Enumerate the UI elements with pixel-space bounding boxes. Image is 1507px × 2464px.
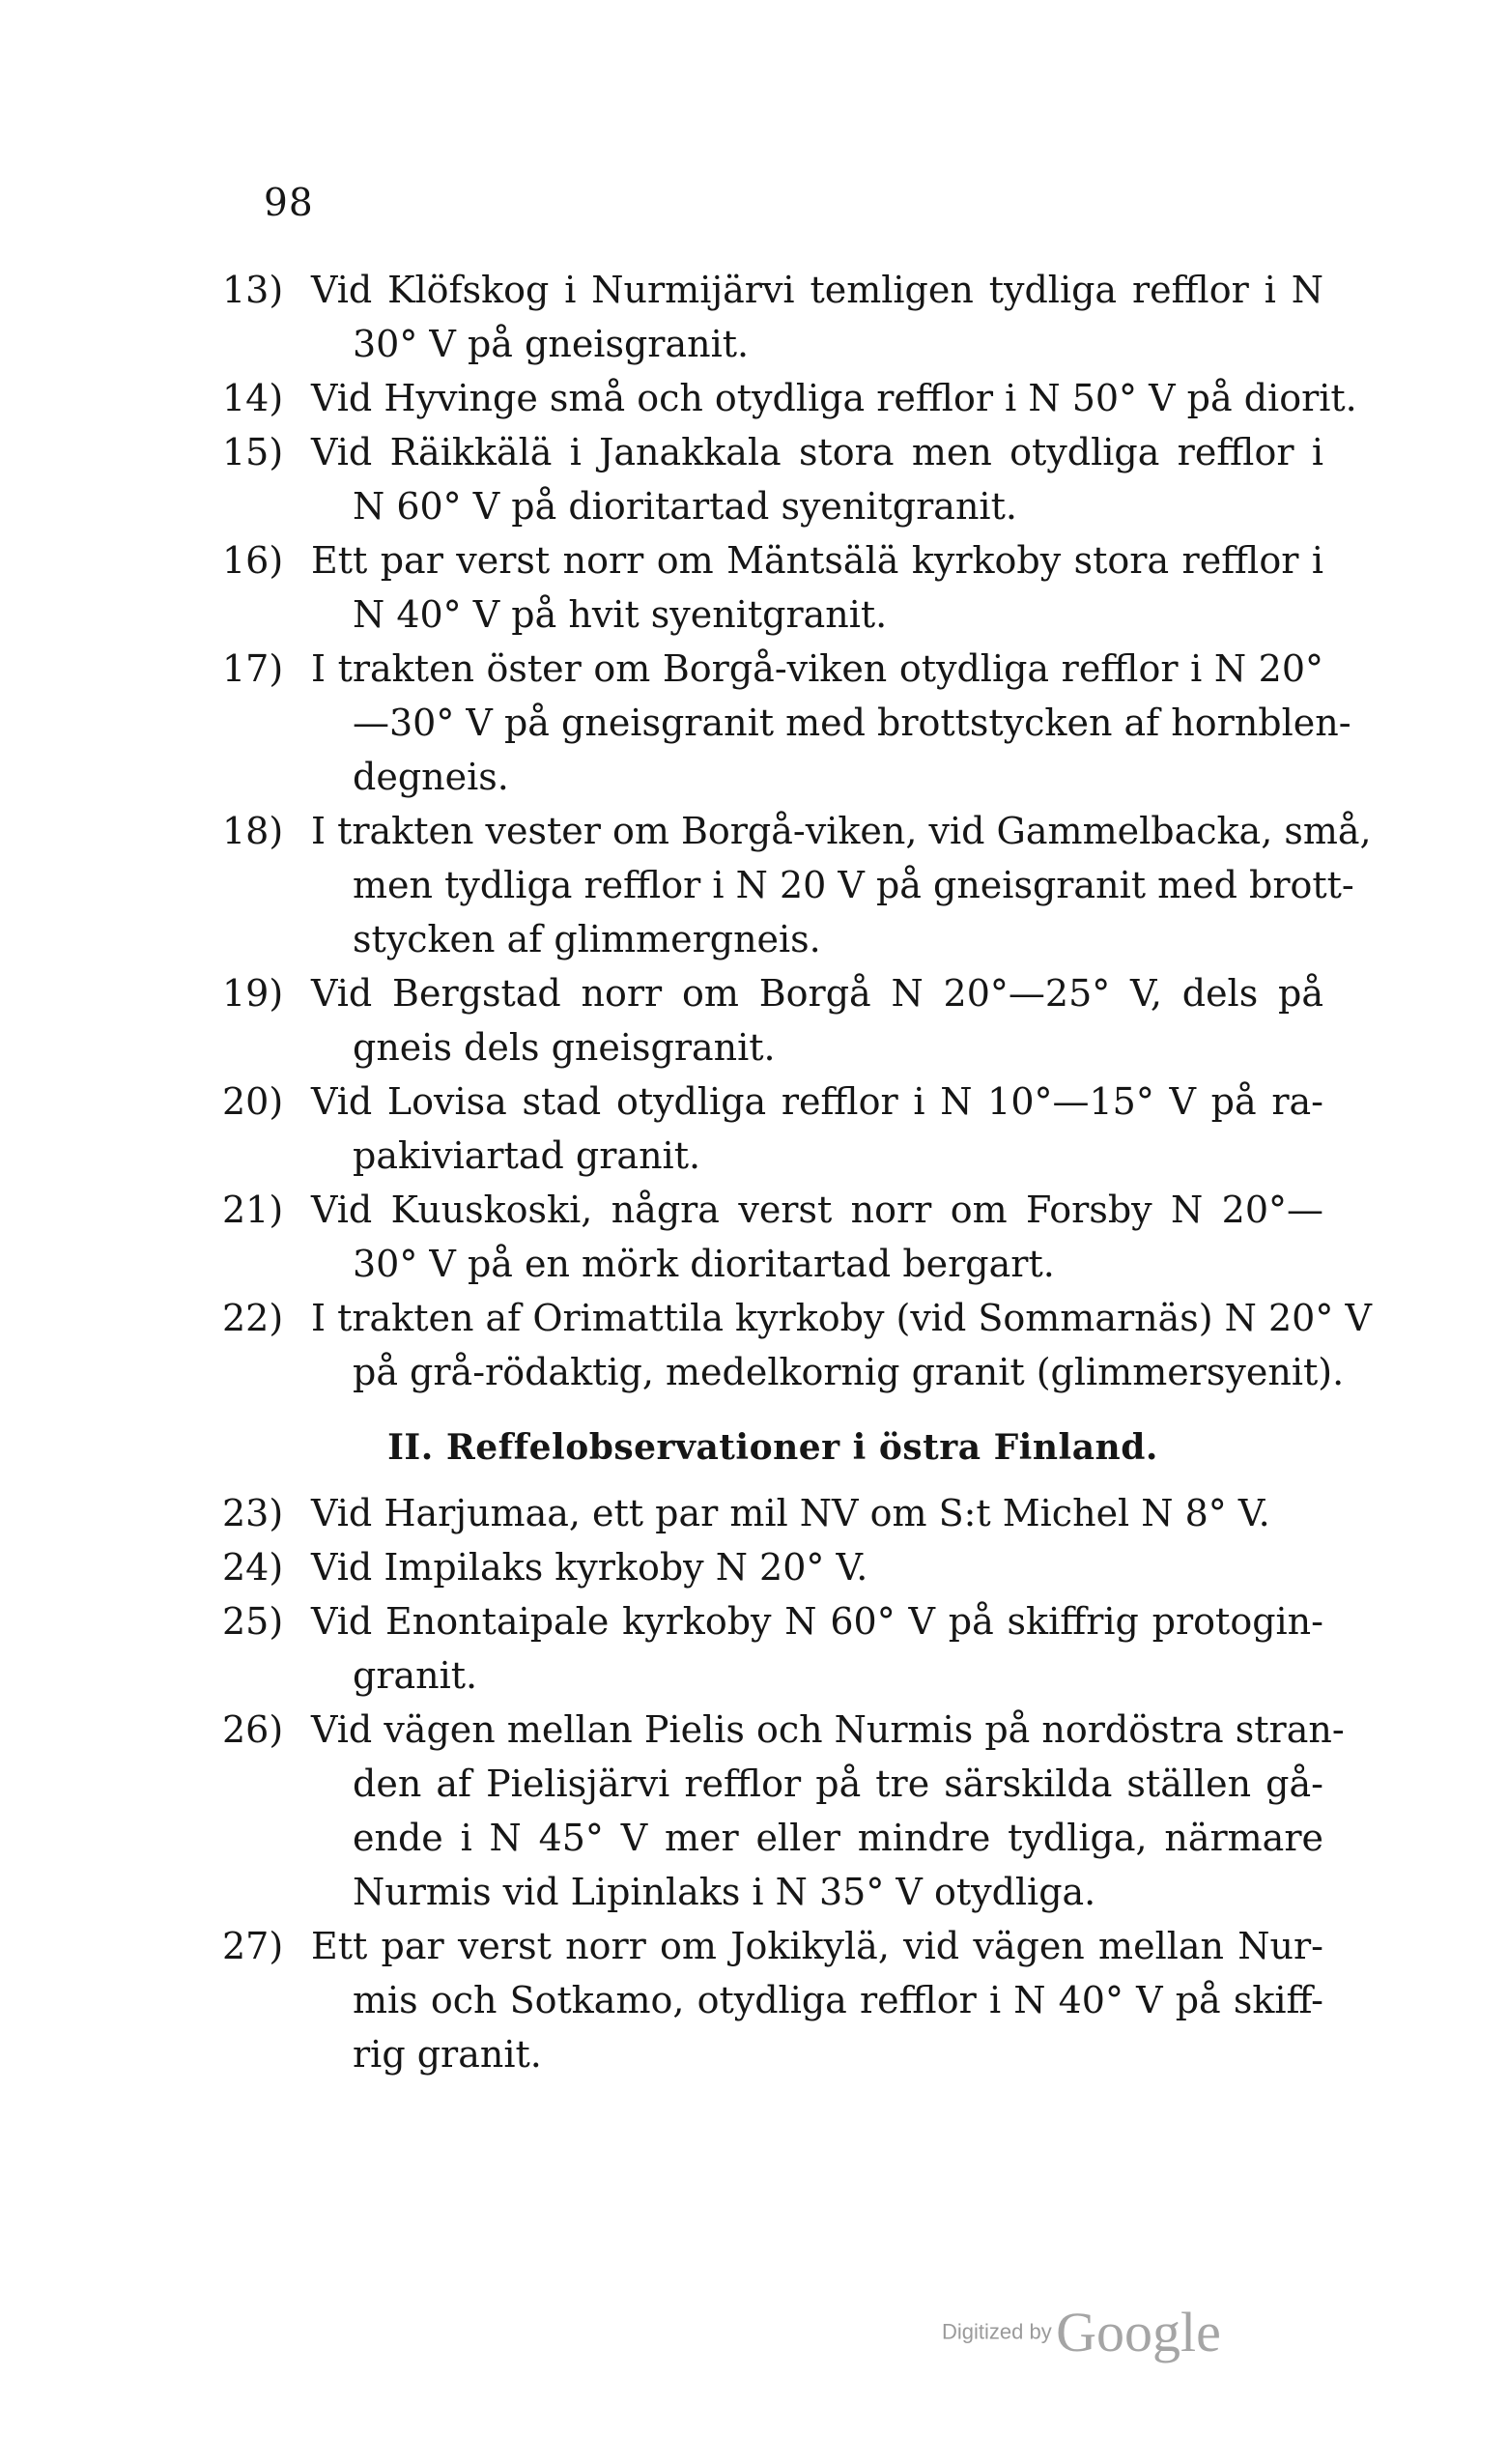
page-number: 98 <box>264 182 314 225</box>
entry-number: 15) <box>222 431 284 473</box>
entry-line: Vid Enontaipale kyrkoby N 60° V på skiffrig protogin- <box>311 1600 1323 1643</box>
entry-line: mis och Sotkamo, otydliga refflor i N 40° V på skiff- <box>353 1979 1323 2021</box>
entry-line: Ett par verst norr om Jokikylä, vid vägen mellan Nur- <box>311 1925 1323 1967</box>
entry-line: Vid Klöfskog i Nurmijärvi temligen tydliga refflor i N <box>311 269 1323 311</box>
entry-line: på grå-rödaktig, medelkornig granit (glimmersyenit). <box>353 1351 1345 1393</box>
entry-line: ende i N 45° V mer eller mindre tydliga, närmare <box>353 1817 1323 1859</box>
entry-number: 23) <box>222 1492 284 1534</box>
entry-number: 16) <box>222 539 284 582</box>
list-item <box>222 1703 1345 1919</box>
entry-number: 27) <box>222 1925 284 1967</box>
entry-line: pakiviartad granit. <box>353 1134 701 1177</box>
entry-line: Ett par verst norr om Mäntsälä kyrkoby stora refflor i <box>311 539 1323 582</box>
list-item <box>222 425 1323 533</box>
entry-line: Vid Bergstad norr om Borgå N 20°—25° V, dels på <box>311 972 1323 1015</box>
entry-line: Vid Hyvinge små och otydliga refflor i N 50° V på diorit. <box>311 377 1357 419</box>
entry-number: 13) <box>222 269 284 311</box>
entry-line: stycken af glimmergneis. <box>353 918 821 960</box>
entry-line: N 60° V på dioritartad syenitgranit. <box>353 485 1017 528</box>
list-item <box>222 1594 1323 1703</box>
list-item <box>222 642 1351 804</box>
list-item <box>222 1074 1323 1183</box>
entry-line: rig granit. <box>353 2033 542 2076</box>
entry-number: 25) <box>222 1600 284 1643</box>
entry-number: 19) <box>222 972 284 1015</box>
entry-line: Vid Kuuskoski, några verst norr om Forsby N 20°— <box>311 1189 1323 1231</box>
entry-number: 22) <box>222 1297 284 1339</box>
list-item <box>222 1919 1323 2081</box>
entry-line: men tydliga refflor i N 20 V på gneisgranit med brott- <box>353 864 1354 906</box>
list-item <box>222 966 1323 1074</box>
entry-line: Vid Harjumaa, ett par mil NV om S:t Michel N 8° V. <box>311 1492 1270 1534</box>
entries-part-1 <box>222 263 1372 1399</box>
entry-number: 21) <box>222 1189 284 1231</box>
entry-line: Vid Lovisa stad otydliga refflor i N 10°—15° V på ra- <box>311 1080 1323 1123</box>
entry-line: Vid Räikkälä i Janakkala stora men otydliga refflor i <box>311 431 1323 473</box>
entry-line: —30° V på gneisgranit med brottstycken af hornblen- <box>353 702 1351 744</box>
entry-line: I trakten öster om Borgå-viken otydliga refflor i N 20° <box>311 647 1323 690</box>
entry-line: 30° V på en mörk dioritartad bergart. <box>353 1243 1055 1285</box>
entry-line: granit. <box>353 1654 478 1697</box>
entries-list <box>222 263 1372 2081</box>
watermark-brand: Google <box>1056 2301 1221 2364</box>
entry-number: 26) <box>222 1708 284 1751</box>
entry-line: Vid vägen mellan Pielis och Nurmis på nordöstra stran- <box>311 1708 1345 1751</box>
entry-line: I trakten af Orimattila kyrkoby (vid Sommarnäs) N 20° V <box>311 1297 1372 1339</box>
entry-number: 14) <box>222 377 284 419</box>
list-item <box>222 533 1323 642</box>
entry-number: 20) <box>222 1080 284 1123</box>
entries-part-2 <box>222 1486 1345 2081</box>
list-item <box>222 804 1372 966</box>
entry-number: 17) <box>222 647 284 690</box>
entry-line: Nurmis vid Lipinlaks i N 35° V otydliga. <box>353 1871 1096 1913</box>
list-item <box>222 1540 1323 1594</box>
digitized-watermark <box>942 2300 1221 2364</box>
list-item <box>222 1291 1372 1399</box>
list-item <box>222 371 1357 425</box>
entry-number: 18) <box>222 810 284 852</box>
entry-line: den af Pielisjärvi refflor på tre särskilda ställen gå- <box>353 1762 1323 1805</box>
entry-line: N 40° V på hvit syenitgranit. <box>353 593 888 636</box>
entry-line: I trakten vester om Borgå-viken, vid Gammelbacka, små, <box>311 810 1372 852</box>
entry-line: Vid Impilaks kyrkoby N 20° V. <box>311 1546 868 1589</box>
section-heading: II. Reffelobservationer i östra Finland. <box>387 1427 1158 1468</box>
list-item <box>222 1183 1323 1291</box>
list-item <box>222 1486 1323 1540</box>
watermark-prefix: Digitized by <box>942 2319 1052 2344</box>
entry-number: 24) <box>222 1546 284 1589</box>
entry-line: 30° V på gneisgranit. <box>353 323 750 365</box>
entry-line: gneis dels gneisgranit. <box>353 1026 776 1069</box>
entry-line: degneis. <box>353 756 509 798</box>
list-item <box>222 263 1323 371</box>
